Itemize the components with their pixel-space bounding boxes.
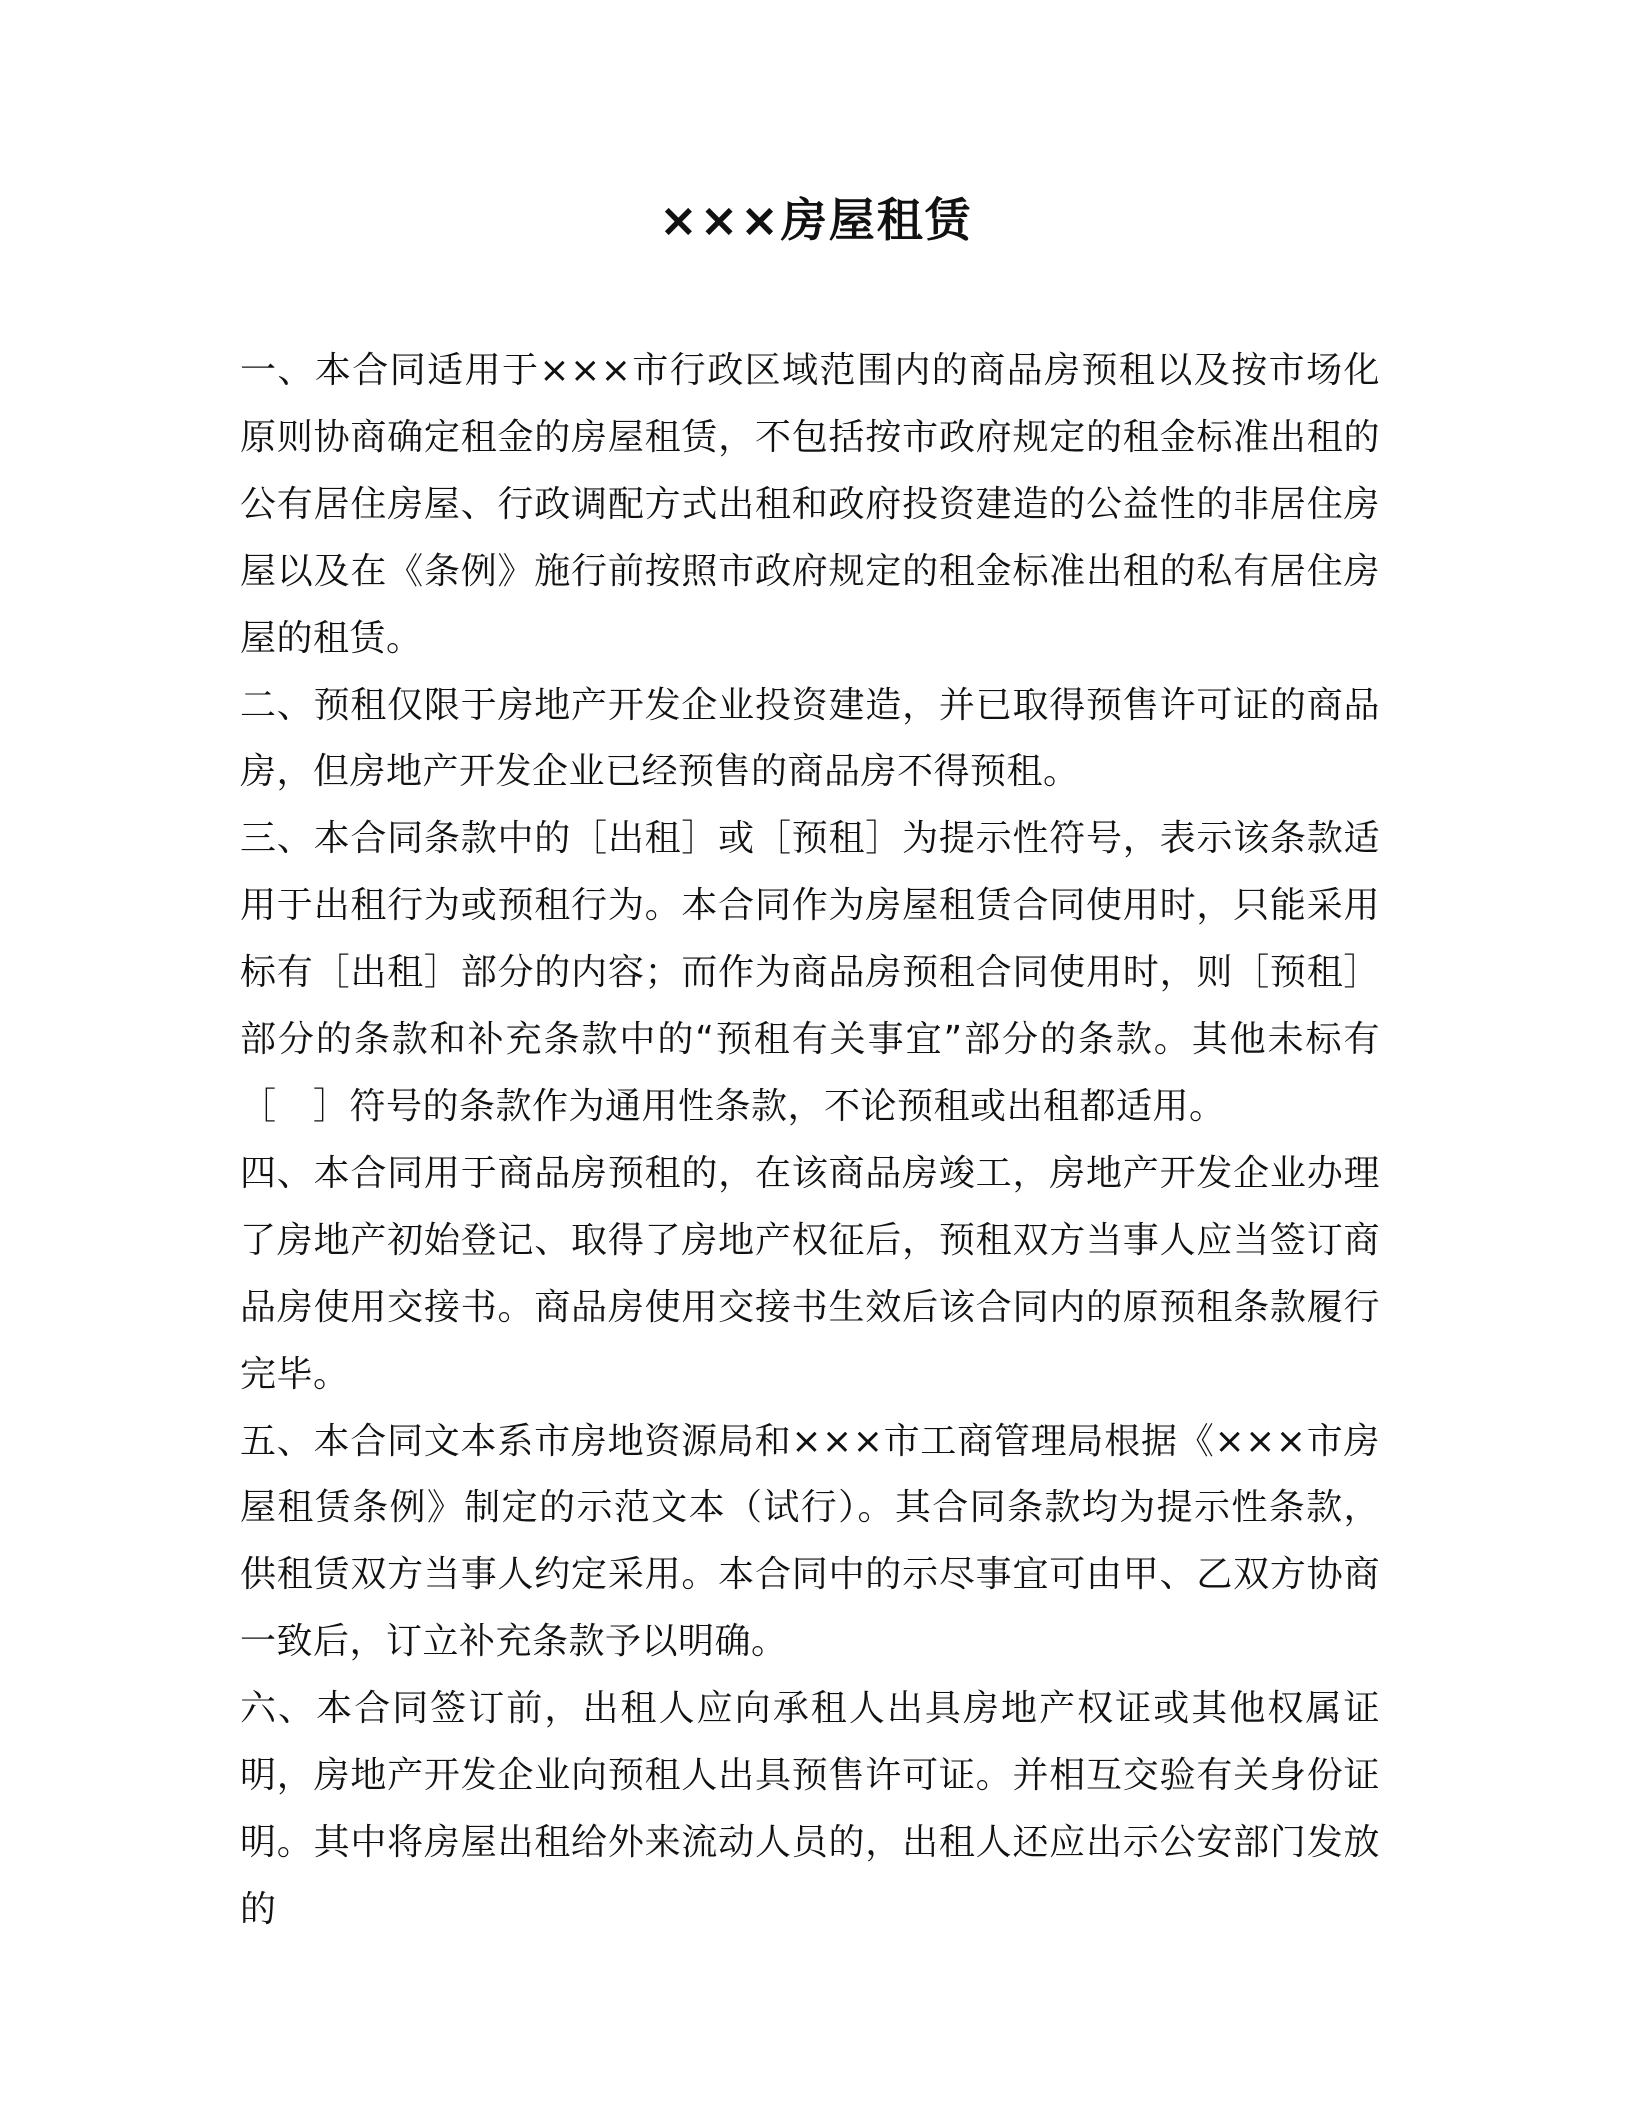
paragraph-1: 一、本合同适用于×××市行政区域范围内的商品房预租以及按市场化原则协商确定租金的房屋租赁，不包括按市政府规定的租金标准出租的公有居住房屋、行政调配方式出租和政府投资建造的公益性的非居住房屋以及在《条例》施行前按照市政府规定的租金标准出租的私有居住房屋的租赁。 <box>240 350 1380 659</box>
document-title: ×××房屋租赁 <box>659 193 973 247</box>
paragraph-3: 三、本合同条款中的［出租］或［预租］为提示性符号，表示该条款适用于出租行为或预租行为。本合同作为房屋租赁合同使用时，只能采用标有［出租］部分的内容；而作为商品房预租合同使用时，则［预租］部分的条款和补充条款中的“预租有关事宜”部分的条款。其他未标有［ ］符号的条款作为通用性条款，不论预租或出租都适用。 <box>240 818 1380 1127</box>
paragraph-2: 二、预租仅限于房地产开发企业投资建造，并已取得预售许可证的商品房，但房地产开发企业已经预售的商品房不得预租。 <box>240 684 1380 793</box>
document-body <box>240 338 1380 1944</box>
paragraph-5: 五、本合同文本系市房地资源局和×××市工商管理局根据《×××市房屋租赁条例》制定的示范文本（试行）。其合同条款均为提示性条款，供租赁双方当事人约定采用。本合同中的示尽事宜可由甲、乙双方协商一致后，订立补充条款予以明确。 <box>240 1420 1380 1663</box>
paragraph-4: 四、本合同用于商品房预租的，在该商品房竣工，房地产开发企业办理了房地产初始登记、取得了房地产权征后，预租双方当事人应当签订商品房使用交接书。商品房使用交接书生效后该合同内的原预租条款履行完毕。 <box>240 1152 1380 1395</box>
paragraph-6: 六、本合同签订前，出租人应向承租人出具房地产权证或其他权属证明，房地产开发企业向预租人出具预售许可证。并相互交验有关身份证明。其中将房屋出租给外来流动人员的，出租人还应出示公安部门发放的 <box>240 1688 1380 1930</box>
